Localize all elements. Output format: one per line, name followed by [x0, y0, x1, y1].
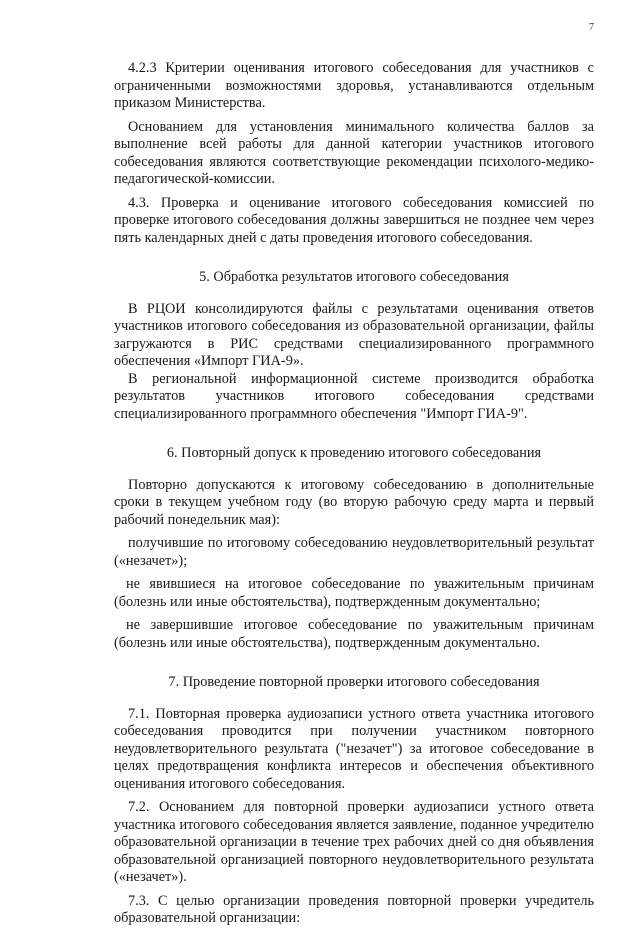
- list-item-not-completed: не завершившие итоговое собеседование по уважительным причинам (болезнь или иные обстоятельства), подтвержденным документально.: [114, 617, 594, 651]
- section-6-heading: 6. Повторный допуск к проведению итогового собеседования: [166, 445, 542, 461]
- paragraph-7-3: 7.3. С целью организации проведения повторной проверки учредитель образовательной организации:: [114, 892, 594, 926]
- paragraph-readmission: Повторно допускаются к итоговому собеседованию в дополнительные сроки в текущем учебном году (во вторую рабочую среду марта и первый рабочий понедельник мая):: [114, 476, 594, 528]
- paragraph-regional-system: В региональной информационной системе производится обработка результатов участников итогового собеседования средствами специализированного программного обеспечения "Импорт ГИА-9".: [114, 370, 594, 422]
- paragraph-4-2-3: 4.2.3 Критерии оценивания итогового собеседования для участников с ограниченными возможностями здоровья, устанавливаются отдельным приказом Министерства.: [114, 60, 594, 111]
- list-item-failed: получившие по итоговому собеседованию неудовлетворительный результат («незачет»);: [114, 535, 594, 569]
- paragraph-min-score: Основанием для установления минимального количества баллов за выполнение всей работы для данной категории участников итогового собеседования являются соответствующие рекомендации психолого-медико-педагогической-комиссии.: [114, 118, 594, 187]
- paragraph-7-2: 7.2. Основанием для повторной проверки аудиозаписи устного ответа участника итогового собеседования является заявление, поданное учредителю образовательной организации в течение трех рабочих дней со дня объявления образовательной организацией повторного неудовлетворительного результата («незачет»).: [114, 799, 594, 885]
- paragraph-rcoi: В РЦОИ консолидируются файлы с результатами оценивания ответов участников итогового собеседования из образовательной организации, файлы загружаются в РИС средствами специализированного программного обеспечения «Импорт ГИА-9».: [114, 300, 594, 369]
- paragraph-4-3: 4.3. Проверка и оценивание итогового собеседования комиссией по проверке итогового собеседования должны завершиться не позднее чем через пять календарных дней с даты проведения итогового собеседования.: [114, 194, 594, 246]
- section-5-heading: 5. Обработка результатов итогового собеседования: [199, 269, 509, 285]
- document-body: [114, 60, 594, 928]
- page-number: 7: [589, 22, 594, 33]
- section-7-heading: 7. Проведение повторной проверки итогового собеседования: [168, 674, 540, 690]
- paragraph-7-1: 7.1. Повторная проверка аудиозаписи устного ответа участника итогового собеседования проводится при получении участником повторного неудовлетворительного результата ("незачет") за итоговое собеседование в целях предотвращения конфликта интересов и обеспечения объективного оценивания итогового собеседования.: [114, 705, 594, 792]
- list-item-absent: не явившиеся на итоговое собеседование по уважительным причинам (болезнь или иные обстоятельства), подтвержденным документально;: [114, 576, 594, 610]
